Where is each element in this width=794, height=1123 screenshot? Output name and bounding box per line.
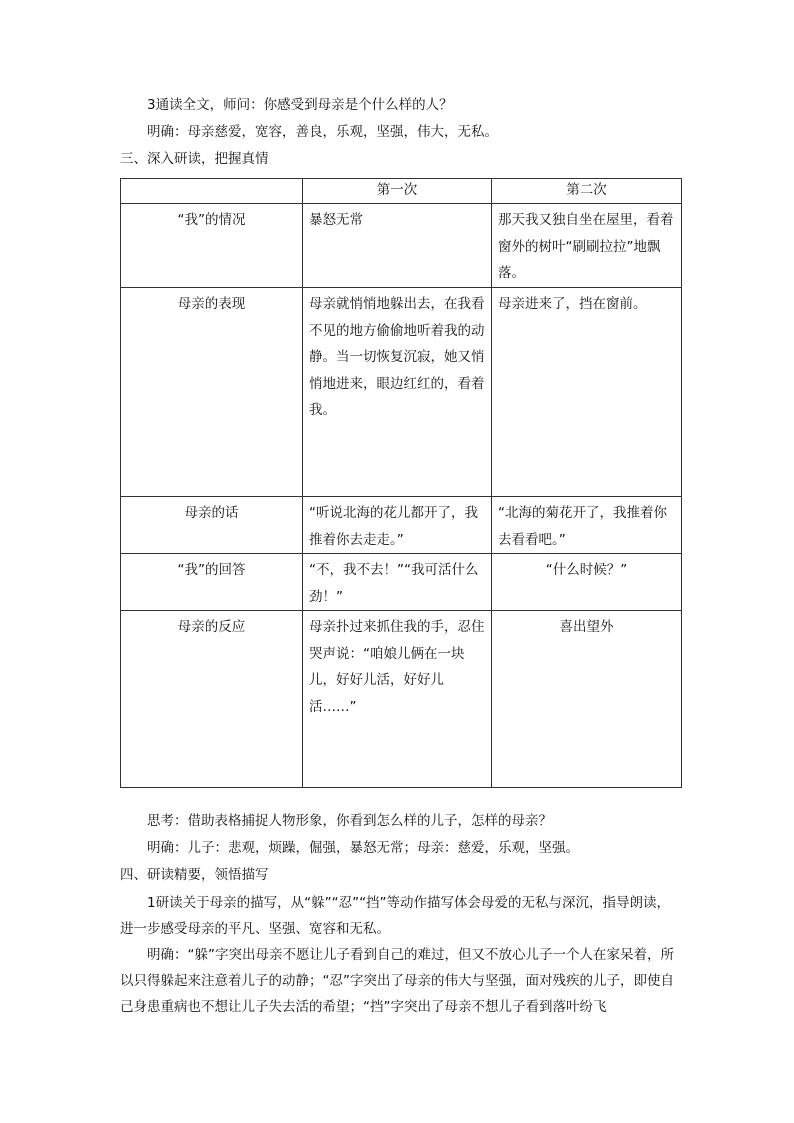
study-paragraph: 1研读关于母亲的描写，从“躲”“忍”“挡”等动作描写体会母爱的无私与深沉，指导朗读，进一步感受母亲的平凡、坚强、宽容和无私。 bbox=[120, 895, 671, 937]
row-label: “我”的回答 bbox=[121, 554, 303, 611]
first-cell: 母亲就悄悄地躲出去，在我看不见的地方偷偷地听着我的动静。当一切恢复沉寂，她又悄悄地进来，眼边红红的，看着我。 bbox=[303, 288, 492, 497]
first-cell: “听说北海的花儿都开了，我推着你去走走。” bbox=[303, 497, 492, 554]
row-label: “我”的情况 bbox=[121, 204, 303, 288]
section-3-heading: 三、深入研读，把握真情 bbox=[120, 151, 269, 167]
table-row bbox=[121, 554, 682, 611]
second-cell: 那天我又独自坐在屋里，看着窗外的树叶“刷刷拉拉”地飘落。 bbox=[492, 204, 682, 288]
row-label: 母亲的话 bbox=[121, 497, 303, 554]
table-row bbox=[121, 204, 682, 288]
table-row bbox=[121, 497, 682, 554]
second-cell: 喜出望外 bbox=[492, 611, 682, 788]
table-header-row bbox=[121, 179, 682, 204]
explanation-paragraph: 明确：“躲”字突出母亲不愿让儿子看到自己的难过，但又不放心儿子一个人在家呆着，所以只得躲起来注意着儿子的动静；“忍”字突出了母亲的伟大与坚强，面对残疾的儿子，即使自己身患重病也不想让儿子失去活的希望；“挡”字突出了母亲不想儿子看到落叶纷飞 bbox=[120, 947, 674, 1015]
table-row bbox=[121, 288, 682, 497]
section-4-heading: 四、研读精要，领悟描写 bbox=[120, 867, 269, 883]
row-label: 母亲的表现 bbox=[121, 288, 303, 497]
question-3: 3通读全文，师问：你感受到母亲是个什么样的人？ bbox=[147, 97, 453, 113]
comparison-table bbox=[120, 178, 682, 788]
answer-3: 明确：母亲慈爱，宽容，善良，乐观，坚强，伟大，无私。 bbox=[147, 124, 498, 140]
header-cell-first: 第一次 bbox=[303, 179, 492, 204]
think-answer: 明确：儿子：悲观，烦躁，倔强，暴怒无常；母亲：慈爱，乐观，坚强。 bbox=[147, 840, 579, 856]
think-question: 思考：借助表格捕捉人物形象，你看到怎么样的儿子，怎样的母亲？ bbox=[147, 813, 552, 829]
header-cell-empty bbox=[121, 179, 303, 204]
first-cell: 暴怒无常 bbox=[303, 204, 492, 288]
header-cell-second: 第二次 bbox=[492, 179, 682, 204]
first-cell: “不，我不去！”“我可活什么劲！” bbox=[303, 554, 492, 611]
second-cell: “北海的菊花开了，我推着你去看看吧。” bbox=[492, 497, 682, 554]
row-label: 母亲的反应 bbox=[121, 611, 303, 788]
table-row bbox=[121, 611, 682, 788]
first-cell: 母亲扑过来抓住我的手，忍住哭声说：“咱娘儿俩在一块儿，好好儿活，好好儿活……” bbox=[303, 611, 492, 788]
second-cell: “什么时候？” bbox=[492, 554, 682, 611]
second-cell: 母亲进来了，挡在窗前。 bbox=[492, 288, 682, 497]
section-4-body bbox=[120, 890, 680, 1020]
